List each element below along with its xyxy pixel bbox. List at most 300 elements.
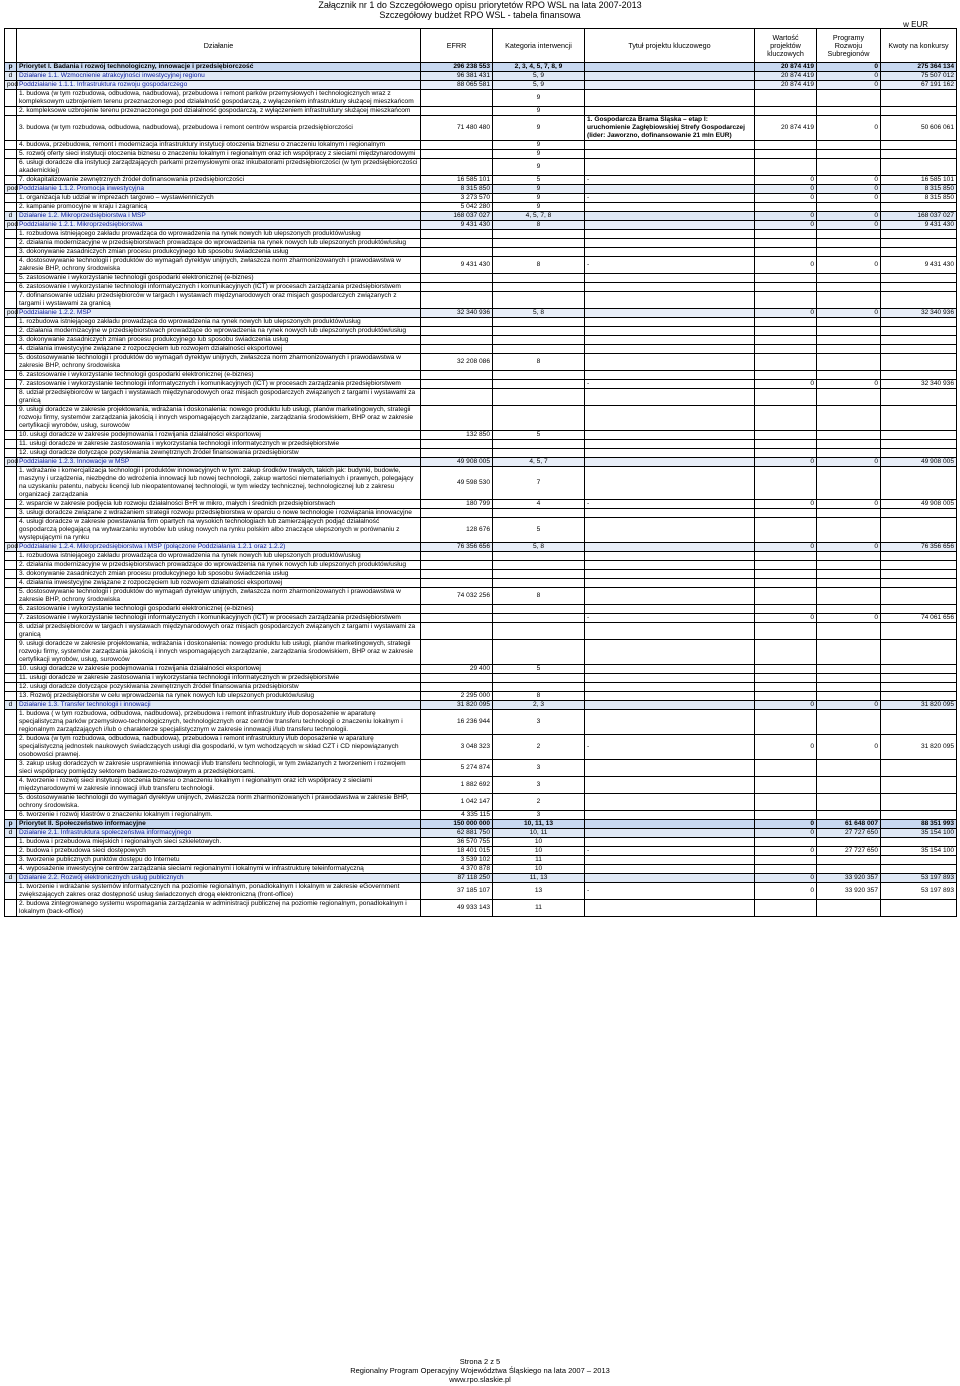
row-kategoria	[493, 623, 585, 640]
row-efrr	[421, 327, 493, 336]
row-level	[5, 371, 17, 380]
row-kwoty	[881, 107, 957, 116]
row-label: 2. kampanie promocyjne w kraju i zagranicą	[17, 203, 421, 212]
row-label: 6. tworzenie i rozwój klastrów o znaczeniu lokalnym i regionalnym.	[17, 811, 421, 820]
row-label: Działanie 2.1. Infrastruktura społeczeństwa informacyjnego	[17, 829, 421, 838]
row-wartosc: 0	[755, 829, 817, 838]
row-kategoria	[493, 509, 585, 518]
page-footer	[0, 1357, 960, 1384]
row-tytul	[585, 283, 755, 292]
row-kategoria: 13	[493, 883, 585, 900]
row-kategoria	[493, 327, 585, 336]
row-programy	[817, 794, 881, 811]
row-kwoty: 31 820 095	[881, 701, 957, 710]
table-row	[5, 354, 957, 371]
row-programy: 0	[817, 212, 881, 221]
row-label: 5. rozwój oferty sieci instytucji otoczenia biznesu o znaczeniu lokalnym i regionalnym oraz ich wspólpracy z sieciami międzynarodowymi	[17, 150, 421, 159]
row-kategoria: 9	[493, 90, 585, 107]
row-tytul	[585, 389, 755, 406]
row-kwoty: 16 585 101	[881, 176, 957, 185]
row-programy	[817, 318, 881, 327]
row-programy	[817, 431, 881, 440]
row-kwoty: 8 315 850	[881, 194, 957, 203]
row-level: d	[5, 72, 17, 81]
row-programy	[817, 900, 881, 917]
table-row	[5, 336, 957, 345]
row-kwoty	[881, 552, 957, 561]
col-programy: Programy Rozwoju Subregionów	[817, 29, 881, 63]
row-kwoty	[881, 674, 957, 683]
row-efrr: 8 315 850	[421, 185, 493, 194]
row-efrr	[421, 561, 493, 570]
row-kwoty	[881, 274, 957, 283]
row-kwoty	[881, 248, 957, 257]
row-programy: 0	[817, 116, 881, 141]
row-wartosc	[755, 354, 817, 371]
row-efrr: 16 585 101	[421, 176, 493, 185]
row-level	[5, 552, 17, 561]
row-kwoty	[881, 588, 957, 605]
row-programy	[817, 838, 881, 847]
row-tytul	[585, 640, 755, 665]
row-tytul	[585, 570, 755, 579]
row-programy	[817, 345, 881, 354]
row-label: 1. budowa (w tym rozbudowa, odbudowa, nadbudowa), przebudowa i remont parków przemysłowych i technologicznych wraz z kompleksowym uzbrojeniem terenu przeznaczonego pod działalność gospodarczą, z wyłączeniem infrastruktury służącej mieszkańcom	[17, 90, 421, 107]
row-wartosc	[755, 389, 817, 406]
row-efrr: 62 881 750	[421, 829, 493, 838]
row-tytul	[585, 820, 755, 829]
row-level: pod	[5, 309, 17, 318]
table-row	[5, 683, 957, 692]
row-kwoty: 9 431 430	[881, 221, 957, 230]
table-row	[5, 371, 957, 380]
row-wartosc: 20 874 419	[755, 81, 817, 90]
table-row	[5, 116, 957, 141]
row-wartosc: 0	[755, 257, 817, 274]
row-label: 7. zastosowanie i wykorzystanie technologii informatycznych i komunikacyjnych (ICT) w procesach zarządzania przedsiębiorstwem	[17, 380, 421, 389]
table-header-row	[5, 29, 957, 63]
row-kwoty	[881, 561, 957, 570]
row-programy: 0	[817, 309, 881, 318]
table-row	[5, 203, 957, 212]
row-wartosc	[755, 570, 817, 579]
row-programy	[817, 623, 881, 640]
row-label: 2. kompleksowe uzbrojenie terenu przeznaczonego pod działalność gospodarczą, z wyłączeniem infrastruktury służącej mieszkańcom	[17, 107, 421, 116]
row-efrr: 1 882 692	[421, 777, 493, 794]
table-row	[5, 150, 957, 159]
header-line-2: Szczegółowy budżet RPO WSL - tabela finansowa	[379, 10, 581, 20]
row-kategoria	[493, 605, 585, 614]
row-label: 6. zastosowanie i wykorzystanie technologii gospodarki elektronicznej (e-biznes)	[17, 605, 421, 614]
row-label: 8. udział przedsiębiorców w targach i wystawach międzynarodowych oraz misjach gospodarczych związanych z targami i wystawami za granicą	[17, 623, 421, 640]
row-level	[5, 865, 17, 874]
row-wartosc: 0	[755, 847, 817, 856]
row-kwoty: 50 606 061	[881, 116, 957, 141]
row-kategoria	[493, 579, 585, 588]
table-row	[5, 605, 957, 614]
row-kwoty	[881, 371, 957, 380]
row-label: 2. wsparcie w zakresie podjęcia lub rozwoju działalności B+R w mikro, małych i średnich przedsiębiorstwach	[17, 500, 421, 509]
row-label: 9. usługi doradcze w zakresie projektowania, wdrażania i doskonalenia: nowego produktu lub usługi, planów marketingowych, strategii rozwoju firmy, systemów zarządzania jakością i innych wspomagających zarządzanie, zarządzania środowiskiem, BHP oraz w zakresie certyfikacji wyrobów, usług, surowców	[17, 406, 421, 431]
row-wartosc	[755, 107, 817, 116]
row-programy	[817, 354, 881, 371]
row-kategoria: 9	[493, 203, 585, 212]
row-efrr: 132 850	[421, 431, 493, 440]
row-kategoria: 11	[493, 900, 585, 917]
row-label: Działanie 2.2. Rozwój elektronicznych usług publicznych	[17, 874, 421, 883]
row-level	[5, 614, 17, 623]
row-wartosc	[755, 449, 817, 458]
row-kwoty	[881, 141, 957, 150]
row-programy	[817, 467, 881, 500]
row-wartosc: 0	[755, 883, 817, 900]
row-efrr	[421, 674, 493, 683]
row-wartosc	[755, 777, 817, 794]
row-kwoty: 88 351 993	[881, 820, 957, 829]
row-programy	[817, 371, 881, 380]
row-kwoty	[881, 406, 957, 431]
row-efrr: 2 295 000	[421, 692, 493, 701]
table-row	[5, 735, 957, 760]
row-kategoria: 9	[493, 159, 585, 176]
row-efrr	[421, 406, 493, 431]
row-label: 7. zastosowanie i wykorzystanie technologii informatycznych i komunikacyjnych (ICT) w procesach zarządzania przedsiębiorstwem	[17, 614, 421, 623]
row-tytul: -	[585, 614, 755, 623]
row-label: Poddziałanie 1.2.3. Innowacje w MSP	[17, 458, 421, 467]
row-kwoty: 53 197 893	[881, 883, 957, 900]
row-wartosc	[755, 794, 817, 811]
row-kategoria	[493, 318, 585, 327]
table-row	[5, 449, 957, 458]
table-row	[5, 248, 957, 257]
col-efrr: EFRR	[421, 29, 493, 63]
row-level	[5, 692, 17, 701]
row-programy: 0	[817, 500, 881, 509]
row-efrr: 29 400	[421, 665, 493, 674]
row-kwoty: 32 340 936	[881, 309, 957, 318]
row-kategoria: 4	[493, 500, 585, 509]
row-tytul	[585, 203, 755, 212]
row-wartosc	[755, 248, 817, 257]
row-efrr	[421, 150, 493, 159]
row-efrr	[421, 440, 493, 449]
row-tytul	[585, 327, 755, 336]
table-row	[5, 509, 957, 518]
row-wartosc: 0	[755, 380, 817, 389]
row-kwoty: 67 191 162	[881, 81, 957, 90]
row-programy	[817, 239, 881, 248]
row-tytul	[585, 336, 755, 345]
row-wartosc	[755, 710, 817, 735]
row-label: Działanie 1.1. Wzmocnienie atrakcyjności inwestycyjnej regionu	[17, 72, 421, 81]
row-efrr: 128 676	[421, 518, 493, 543]
row-kwoty	[881, 605, 957, 614]
table-row	[5, 283, 957, 292]
row-wartosc	[755, 509, 817, 518]
row-kategoria	[493, 561, 585, 570]
row-programy	[817, 683, 881, 692]
row-level	[5, 640, 17, 665]
row-label: 4. wyposażenie inwestycyjne centrów zarządzania sieciami regionalnymi i lokalnymi w infrastrukturę teleinformatyczną	[17, 865, 421, 874]
row-kwoty	[881, 794, 957, 811]
row-label: 1. rozbudowa istniejącego zakładu prowadząca do wprowadzenia na rynek nowych lub ulepszonych produktów/usług	[17, 230, 421, 239]
row-kategoria: 4, 5, 7	[493, 458, 585, 467]
row-label: 12. usługi doradcze dotyczące pozyskiwania zewnętrznych źródeł finansowania przedsiębiorstw	[17, 449, 421, 458]
row-tytul: -	[585, 500, 755, 509]
row-wartosc	[755, 760, 817, 777]
row-wartosc	[755, 230, 817, 239]
table-body	[5, 63, 957, 917]
row-tytul	[585, 552, 755, 561]
row-kategoria: 5	[493, 176, 585, 185]
row-wartosc	[755, 674, 817, 683]
row-programy	[817, 570, 881, 579]
row-wartosc	[755, 838, 817, 847]
row-kwoty: 49 908 005	[881, 458, 957, 467]
row-level	[5, 318, 17, 327]
row-kategoria: 5, 9	[493, 81, 585, 90]
row-efrr: 9 431 430	[421, 221, 493, 230]
row-kwoty: 74 061 656	[881, 614, 957, 623]
row-wartosc	[755, 283, 817, 292]
row-level	[5, 683, 17, 692]
row-efrr: 150 000 000	[421, 820, 493, 829]
table-row	[5, 579, 957, 588]
row-efrr: 36 570 755	[421, 838, 493, 847]
row-label: Poddziałanie 1.2.2. MSP	[17, 309, 421, 318]
row-tytul	[585, 72, 755, 81]
row-kwoty	[881, 449, 957, 458]
row-tytul	[585, 701, 755, 710]
row-kategoria	[493, 640, 585, 665]
row-kwoty: 35 154 100	[881, 829, 957, 838]
row-tytul	[585, 588, 755, 605]
row-efrr: 96 381 431	[421, 72, 493, 81]
row-efrr: 32 208 086	[421, 354, 493, 371]
col-kwoty: Kwoty na konkursy	[881, 29, 957, 63]
table-row	[5, 777, 957, 794]
row-programy	[817, 406, 881, 431]
row-kwoty	[881, 318, 957, 327]
row-kategoria	[493, 292, 585, 309]
row-tytul	[585, 518, 755, 543]
row-programy: 0	[817, 221, 881, 230]
row-wartosc	[755, 150, 817, 159]
row-efrr: 4 370 878	[421, 865, 493, 874]
row-programy: 0	[817, 735, 881, 760]
row-wartosc	[755, 90, 817, 107]
row-level	[5, 623, 17, 640]
row-programy	[817, 159, 881, 176]
row-level	[5, 354, 17, 371]
row-kwoty	[881, 900, 957, 917]
row-label: 2. budowa i przebudowa sieci dostępowych	[17, 847, 421, 856]
row-label: 12. usługi doradcze dotyczące pozyskiwania zewnętrznych źródeł finansowania przedsiębiorstw	[17, 683, 421, 692]
row-level	[5, 230, 17, 239]
row-wartosc: 0	[755, 212, 817, 221]
row-tytul	[585, 354, 755, 371]
row-kwoty: 32 340 936	[881, 380, 957, 389]
row-programy: 0	[817, 185, 881, 194]
row-level: pod	[5, 185, 17, 194]
row-wartosc	[755, 327, 817, 336]
row-tytul: -	[585, 847, 755, 856]
row-level: pod	[5, 458, 17, 467]
row-tytul	[585, 309, 755, 318]
row-kwoty	[881, 665, 957, 674]
row-kategoria: 8	[493, 692, 585, 701]
row-kwoty	[881, 203, 957, 212]
row-tytul	[585, 431, 755, 440]
row-kategoria: 5, 8	[493, 309, 585, 318]
row-kwoty	[881, 283, 957, 292]
row-kategoria: 9	[493, 185, 585, 194]
row-level	[5, 380, 17, 389]
row-wartosc: 0	[755, 500, 817, 509]
row-programy: 0	[817, 458, 881, 467]
row-level	[5, 203, 17, 212]
row-kwoty: 76 356 656	[881, 543, 957, 552]
row-tytul	[585, 150, 755, 159]
row-label: 4. usługi doradcze w zakresie powstawania firm opartych na wysokich technologiach lub zamierzających podjąć działalność gospodarczą polegającą na wytwarzaniu wyrobów lub usług nowych na rynku polskim albo znaczące ulepszonych w porównaniu z występującymi na rynku	[17, 518, 421, 543]
row-tytul	[585, 794, 755, 811]
row-tytul	[585, 561, 755, 570]
row-kwoty	[881, 811, 957, 820]
row-level	[5, 194, 17, 203]
row-tytul	[585, 90, 755, 107]
row-tytul	[585, 467, 755, 500]
row-kategoria: 4, 5, 7, 8	[493, 212, 585, 221]
row-kwoty	[881, 159, 957, 176]
row-label: 4. budowa, przebudowa, remont i modernizacja infrastruktury instytucji otoczenia biznesu o znaczeniu lokalnym i regionalnym	[17, 141, 421, 150]
row-label: Priorytet I. Badania i rozwój technologiczny, innowacje i przedsiębiorczość	[17, 63, 421, 72]
row-kwoty	[881, 150, 957, 159]
row-level: d	[5, 829, 17, 838]
row-kwoty	[881, 431, 957, 440]
row-label: 8. udział przedsiębiorców w targach i wystawach międzynarodowych oraz misjach gospodarczych związanych z targami i wystawami za granicą	[17, 389, 421, 406]
row-efrr	[421, 380, 493, 389]
row-tytul	[585, 509, 755, 518]
row-kwoty	[881, 440, 957, 449]
row-efrr: 71 480 480	[421, 116, 493, 141]
row-wartosc: 0	[755, 185, 817, 194]
row-wartosc	[755, 865, 817, 874]
row-programy	[817, 509, 881, 518]
row-level	[5, 248, 17, 257]
row-efrr	[421, 614, 493, 623]
row-tytul	[585, 318, 755, 327]
row-programy	[817, 588, 881, 605]
row-wartosc	[755, 561, 817, 570]
table-row	[5, 760, 957, 777]
table-row	[5, 194, 957, 203]
row-kategoria: 2, 3, 4, 5, 7, 8, 9	[493, 63, 585, 72]
row-wartosc	[755, 856, 817, 865]
row-label: 10. usługi doradcze w zakresie podejmowania i rozwijania działalności eksportowej	[17, 431, 421, 440]
table-row	[5, 309, 957, 318]
row-label: 2. budowa (w tym rozbudowa, odbudowa, nadbudowa), przebudowa i remont infrastruktury i/lub doposażenie w aparaturę specjalistyczną jednostek naukowych świadczących usługi dla gospodarki, w tym wchodzących w skład CZT i CD niepowiązanych osobowości prawnej.	[17, 735, 421, 760]
row-kwoty	[881, 518, 957, 543]
row-tytul: -	[585, 176, 755, 185]
row-programy	[817, 518, 881, 543]
table-row	[5, 794, 957, 811]
table-row	[5, 588, 957, 605]
row-programy: 0	[817, 176, 881, 185]
row-tytul	[585, 185, 755, 194]
row-programy	[817, 203, 881, 212]
row-kwoty	[881, 509, 957, 518]
row-kategoria: 7	[493, 467, 585, 500]
row-wartosc: 0	[755, 874, 817, 883]
row-tytul	[585, 81, 755, 90]
row-kategoria: 2	[493, 794, 585, 811]
row-level	[5, 150, 17, 159]
row-programy	[817, 561, 881, 570]
row-tytul	[585, 458, 755, 467]
row-efrr: 180 799	[421, 500, 493, 509]
row-kategoria: 5, 9	[493, 72, 585, 81]
row-programy	[817, 107, 881, 116]
row-tytul: -	[585, 257, 755, 274]
page-number: Strona 2 z 5	[459, 1357, 501, 1366]
row-tytul	[585, 856, 755, 865]
row-efrr: 49 598 530	[421, 467, 493, 500]
row-label: 2. działania modernizacyjne w przedsiębiorstwach prowadzące do wprowadzenia na rynek nowych lub ulepszonych produktów/usług	[17, 561, 421, 570]
row-wartosc	[755, 141, 817, 150]
table-row	[5, 221, 957, 230]
row-label: Poddziałanie 1.2.1. Mikroprzedsiębiorstwa	[17, 221, 421, 230]
table-row	[5, 900, 957, 917]
row-kategoria	[493, 683, 585, 692]
row-label: 11. usługi doradcze w zakresie zastosowania i wykorzystania technologii informatycznych w przedsiębiorstwie	[17, 440, 421, 449]
row-label: Działanie 1.2. Mikroprzedsiębiorstwa i MŚP	[17, 212, 421, 221]
row-wartosc	[755, 239, 817, 248]
row-programy: 0	[817, 257, 881, 274]
row-kwoty: 8 315 850	[881, 185, 957, 194]
row-level	[5, 257, 17, 274]
table-row	[5, 90, 957, 107]
row-label: 1. rozbudowa istniejącego zakładu prowadząca do wprowadzenia na rynek nowych lub ulepszonych produktów/usług	[17, 318, 421, 327]
row-tytul	[585, 292, 755, 309]
row-wartosc: 0	[755, 701, 817, 710]
row-tytul	[585, 239, 755, 248]
row-wartosc: 0	[755, 221, 817, 230]
row-level	[5, 431, 17, 440]
row-label: 5. dostosowywanie technologii i produktów do wymagań dyrektyw unijnych, zwłaszcza norm zharmonizowanych i prawodawstwa w zakresie BHP, ochrony środowiska	[17, 588, 421, 605]
row-wartosc: 0	[755, 735, 817, 760]
table-row	[5, 847, 957, 856]
row-tytul	[585, 230, 755, 239]
row-level: d	[5, 212, 17, 221]
row-label: 10. usługi doradcze w zakresie podejmowania i rozwijania działalności eksportowej	[17, 665, 421, 674]
row-level	[5, 883, 17, 900]
row-kwoty	[881, 640, 957, 665]
row-label: 2. działania modernizacyjne w przedsiębiorstwach prowadzące do wprowadzenia na rynek nowych lub ulepszonych produktów/usług	[17, 327, 421, 336]
row-wartosc	[755, 579, 817, 588]
row-level	[5, 440, 17, 449]
row-kategoria: 8	[493, 257, 585, 274]
row-level	[5, 239, 17, 248]
row-tytul	[585, 692, 755, 701]
row-wartosc	[755, 274, 817, 283]
row-tytul	[585, 623, 755, 640]
row-level	[5, 561, 17, 570]
row-efrr	[421, 449, 493, 458]
row-kategoria: 5, 8	[493, 543, 585, 552]
row-tytul	[585, 900, 755, 917]
row-wartosc: 0	[755, 194, 817, 203]
col-dzialanie: Działanie	[17, 29, 421, 63]
